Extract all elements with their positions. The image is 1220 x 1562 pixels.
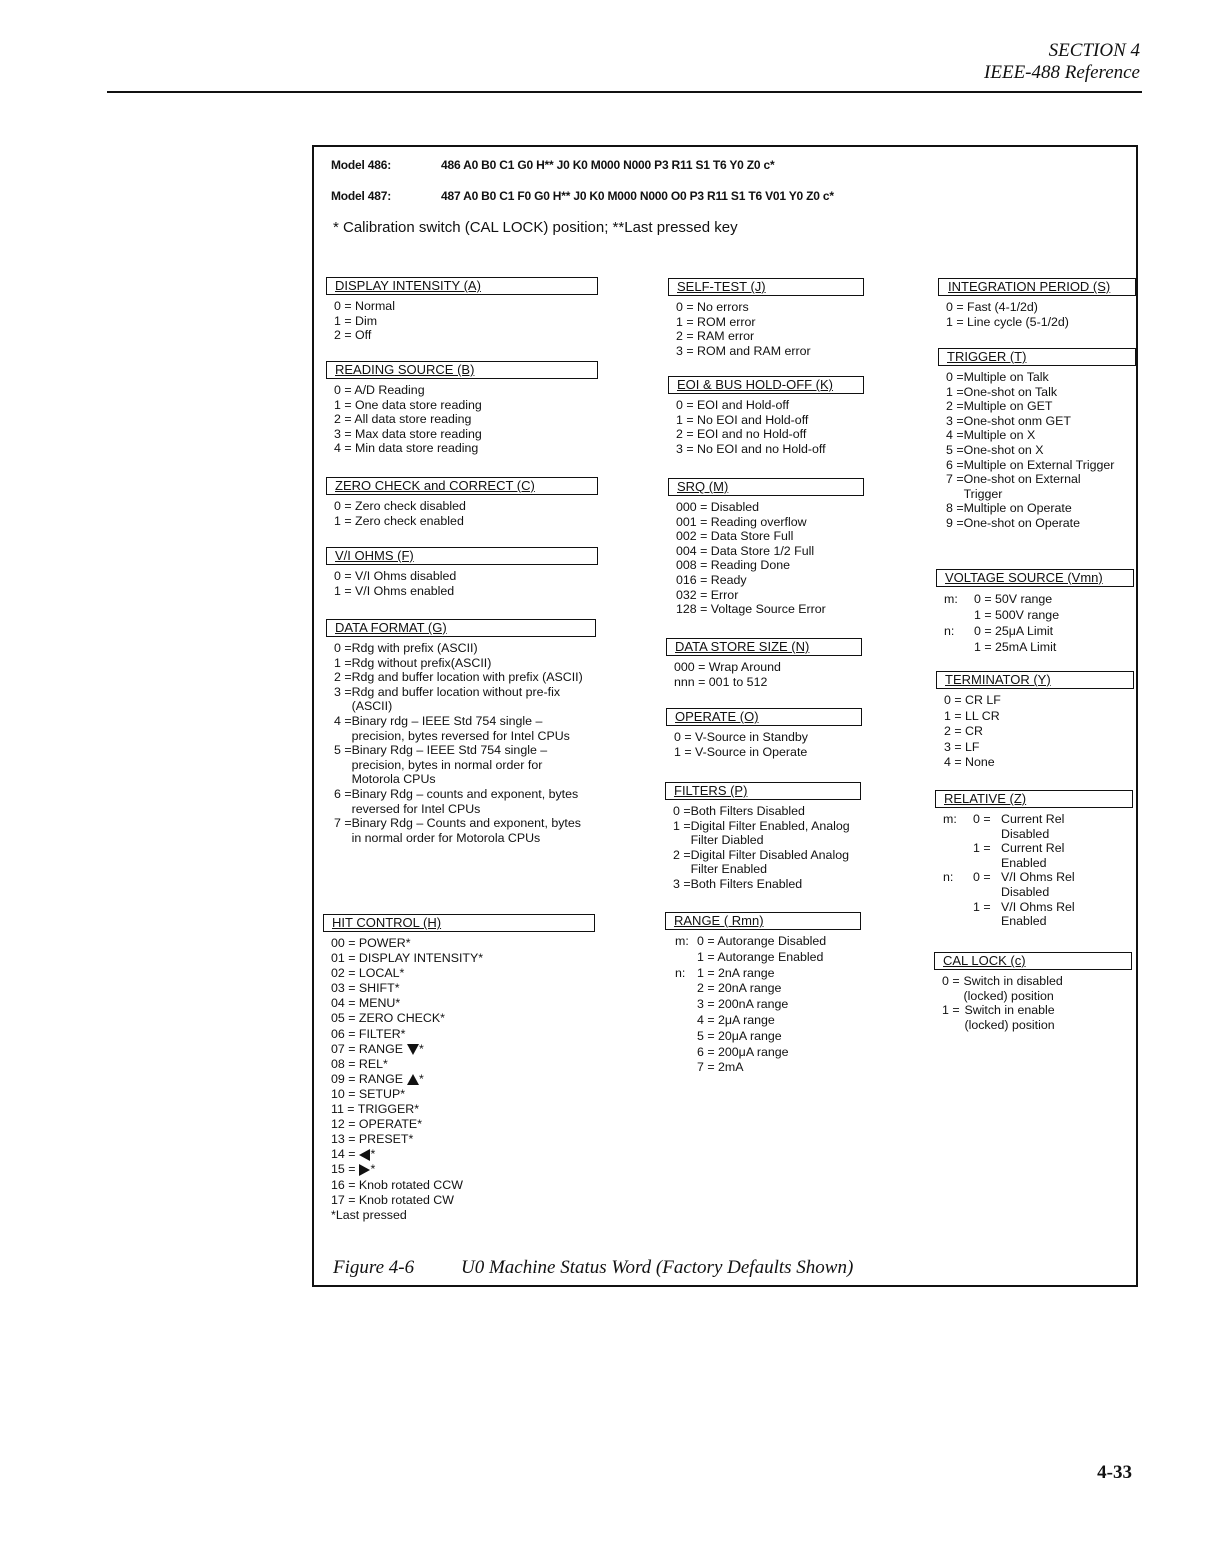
item-value: Multiple on Operate <box>963 501 1072 516</box>
section-voltage-source <box>936 569 1134 655</box>
list-item: 4 = Min data store reading <box>334 441 479 456</box>
section-heading: VOLTAGE SOURCE (Vmn) <box>945 570 1103 585</box>
item-suffix: * <box>418 1041 424 1056</box>
list-item: 10 = SETUP* <box>331 1086 406 1101</box>
item-value: Switch in enable (locked) position <box>964 1003 1055 1032</box>
item-code: 0 = <box>973 870 991 885</box>
page-number: 4-33 <box>1097 1462 1132 1483</box>
item-value: 3 = 200nA range <box>697 997 789 1012</box>
list-item <box>944 639 1134 655</box>
section-heading: TRIGGER (T) <box>947 349 1027 364</box>
item-key: 3 = <box>673 876 691 891</box>
model-label: Model 486: <box>331 158 392 172</box>
section-title-box <box>934 952 1132 970</box>
item-value: Multiple on X <box>963 428 1036 443</box>
section-title-box <box>326 547 598 565</box>
section-title-box <box>666 638 862 656</box>
item-key <box>943 900 973 929</box>
list-item: 01 = DISPLAY INTENSITY* <box>331 951 484 966</box>
section-title-box <box>668 478 864 496</box>
list-item: 0 = Zero check disabled <box>334 499 466 513</box>
model-code: 487 A0 B0 C1 F0 G0 H** J0 K0 M000 N000 O0 P3 R11 S1 T6 V01 Y0 Z0 c* <box>441 189 834 203</box>
section-display-intensity <box>326 277 598 343</box>
section-srq <box>668 478 864 617</box>
list-item: 4 = None <box>944 755 995 770</box>
list-item: 0 = A/D Reading <box>334 383 425 397</box>
list-item <box>675 1013 861 1029</box>
section-hit-control <box>323 914 595 1223</box>
item-value: Switch in disabled (locked) position <box>963 974 1063 1003</box>
section-heading: EOI & BUS HOLD-OFF (K) <box>677 377 834 392</box>
item-value: Multiple on GET <box>963 399 1053 414</box>
item-key: 0 = <box>334 641 352 655</box>
item-code: 1 = <box>973 899 991 914</box>
section-title: SECTION 4 <box>1048 40 1140 61</box>
list-item: 1 = No EOI and Hold-off <box>676 412 809 427</box>
item-key: 5 = <box>946 442 964 457</box>
item-value: Binary Rdg – Counts and exponent, bytes in normal order for Motorola CPUs <box>351 816 581 845</box>
item-value: 0 = 50V range <box>974 592 1053 606</box>
list-item: 1 = Line cycle (5-1/2d) <box>946 314 1069 329</box>
footnote: * Calibration switch (CAL LOCK) position; **Last pressed key <box>333 219 738 236</box>
list-item: 0 = CR LF <box>944 693 1001 707</box>
item-value: Rdg with prefix (ASCII) <box>351 641 478 655</box>
item-text: 14 = <box>331 1147 356 1162</box>
right-triangle-icon <box>359 1164 370 1176</box>
list-item <box>331 1072 595 1087</box>
item-suffix: * <box>418 1071 424 1086</box>
list-item <box>675 966 861 982</box>
item-key: 1 = <box>334 655 352 670</box>
list-item: 0 = No errors <box>676 300 749 314</box>
section-heading: CAL LOCK (c) <box>943 953 1026 968</box>
item-key <box>944 607 974 623</box>
list-item: 0 = Fast (4-1/2d) <box>946 300 1038 314</box>
item-key <box>675 981 697 997</box>
item-value: Multiple on External Trigger <box>963 457 1115 472</box>
list-item: 0 = V/I Ohms disabled <box>334 569 457 583</box>
section-heading: TERMINATOR (Y) <box>945 672 1051 687</box>
section-trigger <box>938 348 1136 531</box>
list-item: 0 = V-Source in Standby <box>674 730 808 744</box>
item-value: Digital Filter Enabled, Analog Filter Diabled <box>690 818 850 848</box>
list-item: 17 = Knob rotated CW <box>331 1192 454 1207</box>
section-heading: SELF-TEST (J) <box>677 279 766 294</box>
item-value: 7 = 2mA <box>697 1060 744 1075</box>
list-item: 03 = SHIFT* <box>331 981 400 996</box>
item-key: 1 = <box>673 818 691 833</box>
left-triangle-icon <box>359 1149 370 1161</box>
item-suffix: * <box>370 1147 376 1162</box>
list-item <box>675 981 861 997</box>
list-item <box>673 819 853 848</box>
item-text: 07 = RANGE <box>331 1041 403 1056</box>
list-item: 3 = ROM and RAM error <box>676 343 811 358</box>
item-key: 6 = <box>946 457 964 472</box>
list-item <box>946 516 1116 531</box>
list-item <box>943 841 1133 870</box>
section-eoi-bus-holdoff <box>668 376 864 456</box>
item-value: 0 = 25μA Limit <box>974 624 1054 638</box>
section-cal-lock <box>934 952 1132 1032</box>
item-value: 2 = 20nA range <box>697 981 782 996</box>
list-item <box>946 428 1116 443</box>
item-value: Digital Filter Disabled Analog Filter Enabled <box>690 847 849 877</box>
list-item <box>334 714 584 743</box>
list-item: 1 = Zero check enabled <box>334 513 464 528</box>
figure-caption <box>333 1257 854 1279</box>
item-key: 0 = <box>673 804 691 818</box>
list-item: 11 = TRIGGER* <box>331 1102 420 1117</box>
list-item: 05 = ZERO CHECK* <box>331 1011 445 1026</box>
item-value: One-shot onm GET <box>963 413 1072 428</box>
section-heading: SRQ (M) <box>677 479 729 494</box>
item-key: 7 = <box>334 816 352 831</box>
section-data-store-size <box>666 638 862 689</box>
list-item <box>675 1045 861 1061</box>
section-heading: INTEGRATION PERIOD (S) <box>948 279 1111 294</box>
list-item: 000 = Disabled <box>676 500 760 514</box>
list-item: 000 = Wrap Around <box>674 660 781 674</box>
section-heading: READING SOURCE (B) <box>335 362 475 377</box>
section-title-box <box>936 569 1134 587</box>
list-item <box>946 370 1116 385</box>
list-item: 2 = Off <box>334 328 372 343</box>
list-item <box>334 656 584 671</box>
list-item: 2 = CR <box>944 724 983 739</box>
item-value: Rdg and buffer location with prefix (ASCII) <box>351 670 583 685</box>
list-item: 04 = MENU* <box>331 996 401 1011</box>
list-item <box>942 974 1102 1003</box>
item-key <box>944 639 974 655</box>
item-key: n: <box>675 965 686 980</box>
list-item: 3 = No EOI and no Hold-off <box>676 441 826 456</box>
down-triangle-icon <box>407 1044 419 1055</box>
list-item <box>946 414 1116 429</box>
item-value: One-shot on Talk <box>963 384 1058 399</box>
list-item: 0 = EOI and Hold-off <box>676 398 790 412</box>
item-key: 0 = <box>946 370 964 384</box>
list-item <box>331 1147 595 1162</box>
section-header <box>984 40 1140 84</box>
list-item <box>946 501 1116 516</box>
item-code: 1 = <box>973 841 991 856</box>
list-item: 002 = Data Store Full <box>676 529 794 544</box>
item-key: 1 = <box>946 384 964 399</box>
list-item <box>946 385 1116 400</box>
list-item: 1 = Dim <box>334 313 378 328</box>
list-item: 06 = FILTER* <box>331 1026 406 1041</box>
section-integration-period <box>938 278 1136 329</box>
up-triangle-icon <box>407 1074 419 1085</box>
item-value: Both Filters Disabled <box>690 804 805 818</box>
list-item: 1 = V-Source in Operate <box>674 744 808 759</box>
list-item: *Last pressed <box>331 1207 407 1222</box>
item-suffix: * <box>370 1162 376 1177</box>
item-key: 4 = <box>946 428 964 443</box>
list-item <box>675 950 861 966</box>
item-value: 1 = Autorange Enabled <box>697 949 824 964</box>
item-value: 4 = 2μA range <box>697 1012 775 1027</box>
item-key: 6 = <box>334 786 352 801</box>
section-heading: RELATIVE (Z) <box>944 791 1027 806</box>
list-item <box>946 458 1116 473</box>
item-value: 6 = 200μA range <box>697 1044 789 1059</box>
section-reading-source <box>326 361 598 456</box>
item-value: Current Rel Disabled <box>1001 812 1065 841</box>
section-title-box <box>665 912 861 930</box>
list-item <box>673 804 853 819</box>
model-code: 486 A0 B0 C1 G0 H** J0 K0 M000 N000 P3 R11 S1 T6 Y0 Z0 c* <box>441 158 775 172</box>
item-value: 5 = 20μA range <box>697 1028 782 1043</box>
item-key <box>675 1029 697 1045</box>
section-heading: DISPLAY INTENSITY (A) <box>335 278 481 293</box>
list-item: 3 = LF <box>944 739 980 754</box>
list-item <box>675 1060 861 1076</box>
item-value: V/I Ohms Rel Disabled <box>1001 870 1075 899</box>
list-item <box>675 1029 861 1045</box>
item-key: 3 = <box>334 684 352 699</box>
item-value: Current Rel Enabled <box>1001 841 1065 870</box>
item-key: 2 = <box>946 399 964 414</box>
list-item <box>673 877 853 892</box>
list-item <box>334 743 584 787</box>
item-key: m: <box>943 812 957 826</box>
section-zero-check <box>326 477 598 528</box>
section-title-box <box>326 361 598 379</box>
section-relative <box>935 790 1133 929</box>
section-title-box <box>323 914 595 932</box>
list-item: 1 = One data store reading <box>334 397 482 412</box>
section-self-test <box>668 278 864 358</box>
list-item: 1 = ROM error <box>676 314 756 329</box>
item-value: 0 = Autorange Disabled <box>697 934 827 948</box>
item-key: 4 = <box>334 713 352 728</box>
item-key: 7 = <box>946 472 964 487</box>
model-label: Model 487: <box>331 189 392 203</box>
section-terminator <box>936 671 1134 771</box>
list-item: 128 = Voltage Source Error <box>676 602 826 617</box>
item-key <box>943 841 973 870</box>
list-item <box>334 670 584 685</box>
item-key <box>675 950 697 966</box>
item-key: 5 = <box>334 743 352 758</box>
list-item <box>944 607 1134 623</box>
list-item <box>943 870 1133 899</box>
item-key: n: <box>943 870 954 885</box>
list-item: 0 = Normal <box>334 299 395 313</box>
item-value: Both Filters Enabled <box>690 876 803 891</box>
list-item <box>944 591 1134 607</box>
list-item: 004 = Data Store 1/2 Full <box>676 543 815 558</box>
section-heading: DATA FORMAT (G) <box>335 620 447 635</box>
section-heading: FILTERS (P) <box>674 783 748 798</box>
item-key: 9 = <box>946 515 964 530</box>
item-value: 1 = 500V range <box>974 608 1060 622</box>
section-title-box <box>666 708 862 726</box>
list-item: 16 = Knob rotated CCW <box>331 1177 463 1192</box>
list-item: 032 = Error <box>676 587 739 602</box>
section-title-box <box>326 477 598 495</box>
item-key: 3 = <box>946 413 964 428</box>
item-key <box>675 1045 697 1061</box>
section-heading: OPERATE (O) <box>675 709 759 724</box>
list-item <box>946 443 1116 458</box>
item-value: One-shot on External Trigger <box>963 472 1081 501</box>
list-item <box>942 1003 1102 1032</box>
section-heading: HIT CONTROL (H) <box>332 915 442 930</box>
list-item <box>946 472 1116 501</box>
item-value: 1 = 2nA range <box>697 965 775 980</box>
section-heading: RANGE ( Rmn) <box>674 913 764 928</box>
item-key: 2 = <box>673 847 691 862</box>
section-title-box <box>668 278 864 296</box>
section-range <box>665 912 861 1076</box>
item-key <box>675 997 697 1013</box>
list-item: 1 = V/I Ohms enabled <box>334 583 455 598</box>
list-item <box>331 1042 595 1057</box>
section-title-box <box>938 348 1136 366</box>
item-value: V/I Ohms Rel Enabled <box>1001 899 1075 929</box>
item-key <box>675 1060 697 1076</box>
list-item <box>675 934 861 950</box>
list-item: 008 = Reading Done <box>676 558 791 573</box>
list-item: 00 = POWER* <box>331 936 411 950</box>
list-item <box>944 623 1134 639</box>
list-item: 02 = LOCAL* <box>331 966 405 981</box>
item-text: 09 = RANGE <box>331 1071 403 1086</box>
section-title-box <box>936 671 1134 689</box>
section-heading: DATA STORE SIZE (N) <box>675 639 810 654</box>
list-item: 016 = Ready <box>676 572 747 587</box>
item-key: 0 = <box>942 974 960 988</box>
section-filters <box>665 782 861 892</box>
item-key: m: <box>675 934 689 948</box>
list-item <box>673 848 853 877</box>
section-title-box <box>326 619 596 637</box>
item-key: n: <box>944 624 955 638</box>
list-item: 08 = REL* <box>331 1056 388 1071</box>
section-title-box <box>326 277 598 295</box>
item-value: One-shot on Operate <box>963 515 1080 530</box>
section-title-box <box>935 790 1133 808</box>
list-item <box>331 1162 595 1177</box>
item-key: 2 = <box>334 670 352 685</box>
figure-number: Figure 4-6 <box>333 1257 415 1278</box>
section-subtitle: IEEE-488 Reference <box>984 62 1140 83</box>
list-item: 2 = EOI and no Hold-off <box>676 427 807 442</box>
item-code: 0 = <box>973 812 991 826</box>
list-item: 3 = Max data store reading <box>334 426 482 441</box>
list-item: 1 = LL CR <box>944 708 1000 723</box>
item-value: Multiple on Talk <box>963 370 1049 384</box>
list-item: 12 = OPERATE* <box>331 1117 423 1132</box>
item-key: 1 = <box>942 1003 960 1018</box>
list-item <box>334 641 584 656</box>
section-heading: V/I OHMS (F) <box>335 548 414 563</box>
list-item <box>943 900 1133 929</box>
list-item <box>334 685 584 714</box>
item-key: m: <box>944 592 958 606</box>
figure-title: U0 Machine Status Word (Factory Defaults Shown) <box>461 1257 854 1278</box>
list-item <box>334 816 584 845</box>
header-rule <box>107 91 1142 93</box>
item-value: 1 = 25mA Limit <box>974 640 1057 654</box>
list-item: nnn = 001 to 512 <box>674 674 768 689</box>
list-item <box>946 399 1116 414</box>
item-text: 15 = <box>331 1162 356 1177</box>
item-value: Rdg and buffer location without pre-fix (ASCII) <box>351 684 561 714</box>
list-item <box>943 812 1133 841</box>
item-value: Rdg without prefix(ASCII) <box>351 655 492 670</box>
list-item: 2 = All data store reading <box>334 412 472 427</box>
section-heading: ZERO CHECK and CORRECT (C) <box>335 478 535 493</box>
section-vi-ohms <box>326 547 598 598</box>
item-key <box>675 1013 697 1029</box>
section-operate <box>666 708 862 759</box>
list-item: 001 = Reading overflow <box>676 514 807 529</box>
list-item: 13 = PRESET* <box>331 1132 414 1147</box>
section-title-box <box>665 782 861 800</box>
item-value: Binary Rdg – IEEE Std 754 single – precision, bytes in normal order for Motorola CPUs <box>351 743 548 787</box>
list-item <box>675 997 861 1013</box>
item-value: Binary Rdg – counts and exponent, bytes reversed for Intel CPUs <box>351 786 579 816</box>
section-data-format <box>326 619 596 845</box>
section-title-box <box>668 376 864 394</box>
item-value: One-shot on X <box>963 442 1044 457</box>
section-title-box <box>938 278 1136 296</box>
list-item: 2 = RAM error <box>676 329 755 344</box>
list-item <box>334 787 584 816</box>
item-value: Binary rdg – IEEE Std 754 single – precision, bytes reversed for Intel CPUs <box>351 713 570 743</box>
item-key: 8 = <box>946 501 964 516</box>
